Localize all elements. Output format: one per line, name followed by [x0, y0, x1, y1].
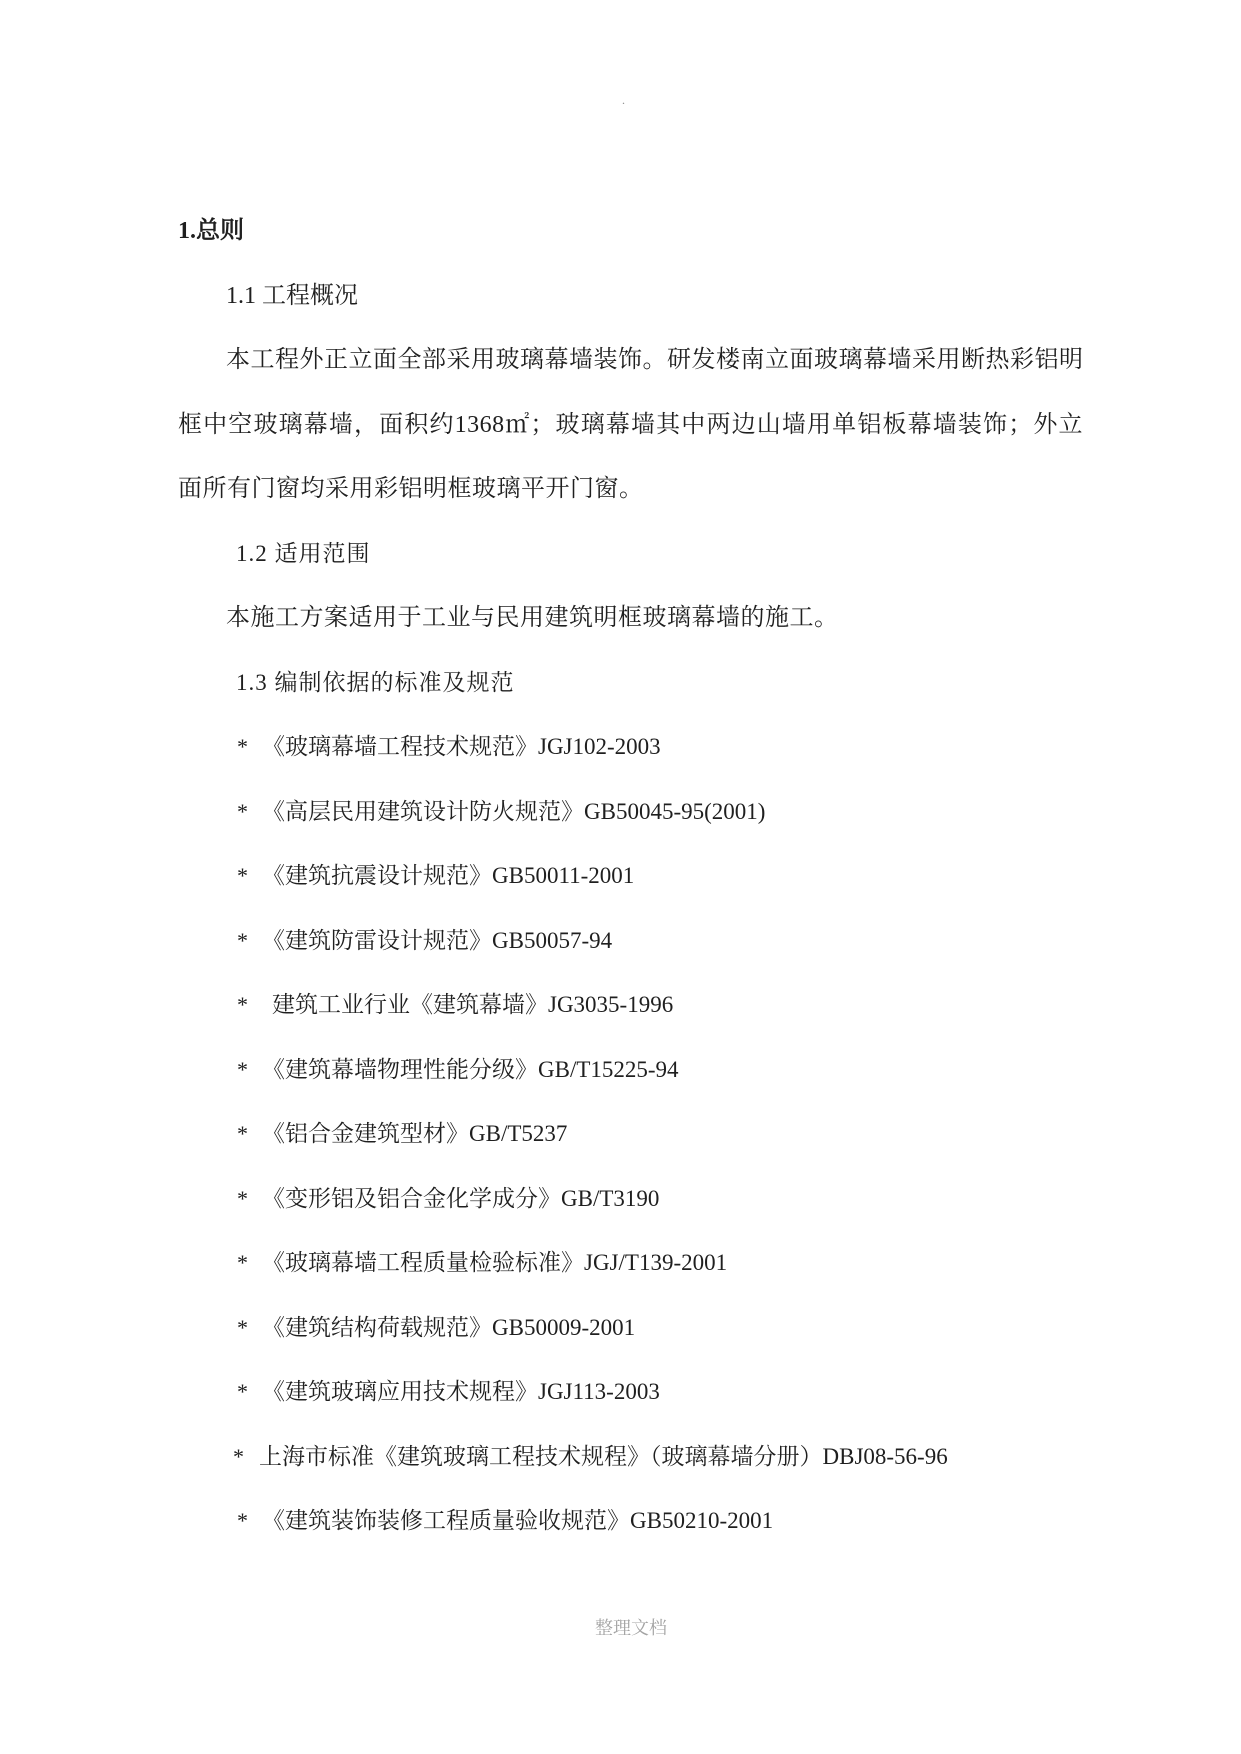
scope-heading: 1.2 适用范围: [236, 540, 371, 566]
bullet-marker: *: [237, 1508, 248, 1533]
bullet-marker: *: [237, 927, 248, 953]
standards-heading: 1.3 编制依据的标准及规范: [236, 669, 515, 695]
standard-item: [178, 844, 1118, 909]
standard-title: 建筑工业行业《建筑幕墙》JG3035-1996: [272, 992, 674, 1017]
standard-item: [178, 1360, 1118, 1425]
standard-item: [178, 1167, 1118, 1232]
standard-item: [178, 715, 1118, 780]
page-footer: 整理文档: [595, 1618, 667, 1638]
bullet-marker: *: [233, 1443, 244, 1469]
standard-title: 《高层民用建筑设计防火规范》GB50045-95(2001): [262, 798, 766, 824]
bullet-marker: *: [237, 1379, 248, 1404]
standard-title: 《玻璃幕墙工程质量检验标准》JGJ/T139-2001: [262, 1250, 728, 1275]
standard-item: [178, 1038, 1118, 1103]
standard-title: 上海市标准《建筑玻璃工程技术规程》（玻璃幕墙分册）DBJ08-56-96: [259, 1443, 948, 1469]
standard-title: 《建筑幕墙物理性能分级》GB/T15225-94: [262, 1056, 679, 1082]
bullet-marker: *: [237, 1314, 248, 1340]
standard-item: [178, 780, 1118, 845]
scope-text: 本施工方案适用于工业与民用建筑明框玻璃幕墙的施工。: [226, 605, 839, 631]
bullet-marker: *: [237, 1185, 248, 1211]
standard-item: [178, 909, 1118, 974]
standard-title: 《建筑装饰装修工程质量验收规范》GB50210-2001: [262, 1508, 774, 1533]
standard-title: 《变形铝及铝合金化学成分》GB/T3190: [262, 1185, 660, 1211]
bullet-marker: *: [237, 798, 248, 824]
overview-paragraph-line: 面所有门窗均采用彩铝明框玻璃平开门窗。: [178, 476, 644, 502]
bullet-marker: *: [237, 734, 248, 759]
standard-title: 《建筑玻璃应用技术规程》JGJ113-2003: [262, 1379, 660, 1404]
bullet-marker: *: [237, 992, 248, 1017]
standard-title: 《建筑结构荷载规范》GB50009-2001: [262, 1314, 636, 1340]
standard-item: [178, 1102, 1118, 1167]
standards-list: [178, 715, 1118, 1554]
standard-item: [178, 1425, 1118, 1490]
overview-heading: 1.1 工程概况: [226, 282, 358, 309]
standard-item: [178, 973, 1118, 1038]
standard-item: [178, 1231, 1118, 1296]
overview-paragraph-line: 框中空玻璃幕墙，面积约1368㎡；玻璃幕墙其中两边山墙用单铝板幕墙装饰；外立: [178, 411, 1083, 438]
standard-item: [178, 1296, 1118, 1361]
standard-item: [178, 1489, 1118, 1554]
header-mark: .: [622, 93, 625, 107]
bullet-marker: *: [237, 1250, 248, 1275]
bullet-marker: *: [237, 863, 248, 888]
section-heading: 1.总则: [178, 218, 244, 244]
bullet-marker: *: [237, 1056, 248, 1082]
standard-title: 《玻璃幕墙工程技术规范》JGJ102-2003: [262, 734, 661, 759]
bullet-marker: *: [237, 1121, 248, 1146]
document-body: [178, 199, 1118, 1554]
standard-title: 《建筑抗震设计规范》GB50011-2001: [262, 863, 635, 888]
standard-title: 《铝合金建筑型材》GB/T5237: [262, 1121, 568, 1146]
overview-paragraph-line: 本工程外正立面全部采用玻璃幕墙装饰。研发楼南立面玻璃幕墙采用断热彩铝明: [226, 347, 1084, 373]
standard-title: 《建筑防雷设计规范》GB50057-94: [262, 927, 613, 953]
